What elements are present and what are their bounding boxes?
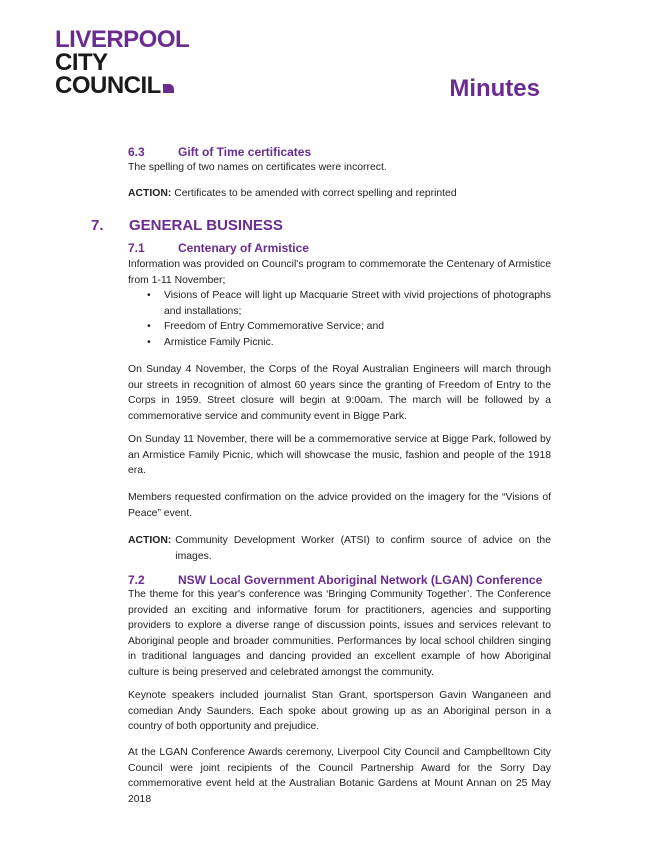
item-6-3-action-text: Certificates to be amended with correct spelling and reprinted [174,188,457,199]
action-label: ACTION: [128,535,172,546]
item-7-1-bullet-list [128,288,551,350]
item-6-3-action [128,186,551,202]
item-7-2-number: 7.2 [128,573,145,587]
item-7-1-intro: Information was provided on Council's program to commemorate the Centenary of Armistice from 1-11 November; [128,259,551,286]
item-7-2-title: NSW Local Government Aboriginal Network (LGAN) Conference [178,573,543,587]
item-7-2-paragraph: The theme for this year's conference was ‘Bringing Community Together’. The Conference provided an exciting and informative forum for practitioners, agencies and supporting providers to explore a diverse range of discussion points, issues and services relevant to Aboriginal people and broader communities. Performances by local school children singing in traditional languages and dancing provided an excellent example of how Aboriginal culture is being preserved and celebrated amongst the community. [128,589,551,678]
item-7-1-action [128,533,551,564]
item-7-2-paragraph: At the LGAN Conference Awards ceremony, Liverpool City Council and Campbelltown City Council were joint recipients of the Council Partnership Award for the Sorry Day commemorative event held at the Australian Botanic Gardens at Mount Annan on 25 May 2018 [128,747,551,805]
item-7-1-title: Centenary of Armistice [178,241,309,255]
logo-mark-icon [163,84,174,93]
list-item: • Visions of Peace will light up Macquarie Street with vivid projections of photographs and installations; [128,288,551,319]
section-7-number: 7. [91,217,104,234]
item-6-3-number: 6.3 [128,145,145,159]
item-7-1-action-text: Community Development Worker (ATSI) to confirm source of advice on the images. [175,535,551,562]
logo-line-liverpool: LIVERPOOL [55,26,190,53]
logo-line-council-text: COUNCIL [55,72,161,99]
section-7-heading [91,217,283,234]
section-7-title: GENERAL BUSINESS [129,217,283,234]
item-6-3-heading [128,145,311,159]
item-7-1-heading [128,241,309,255]
item-7-1-paragraph: On Sunday 4 November, the Corps of the Royal Australian Engineers will march through our streets in recognition of almost 60 years since the granting of Freedom of Entry to the Corps in 1959. Street closure will begin at 9:00am. The march will be followed by a commemorative service and community event in Bigge Park. [128,364,551,422]
item-7-1-number: 7.1 [128,241,145,255]
logo-line-city: CITY [55,49,108,76]
council-logo [55,28,189,97]
item-7-2-heading [128,573,542,587]
document-type-title: Minutes [449,75,540,102]
item-7-1-paragraph: Members requested confirmation on the advice provided on the imagery for the “Visions of Peace” event. [128,492,551,519]
item-7-2-paragraph: Keynote speakers included journalist Stan Grant, sportsperson Gavin Wanganeen and comedian Andy Saunders. Each spoke about growing up as an Aboriginal person in a country of both opportunity and prejudice. [128,690,551,733]
item-7-1-paragraph: On Sunday 11 November, there will be a commemorative service at Bigge Park, followed by an Armistice Family Picnic, which will showcase the music, fashion and people of the 1918 era. [128,434,551,477]
logo-line-council [55,74,189,97]
item-6-3-text: The spelling of two names on certificates were incorrect. [128,162,387,173]
item-6-3-title: Gift of Time certificates [178,145,312,159]
list-item: • Freedom of Entry Commemorative Service; and [128,319,551,335]
action-label: ACTION: [128,188,172,199]
list-item: • Armistice Family Picnic. [128,335,551,351]
